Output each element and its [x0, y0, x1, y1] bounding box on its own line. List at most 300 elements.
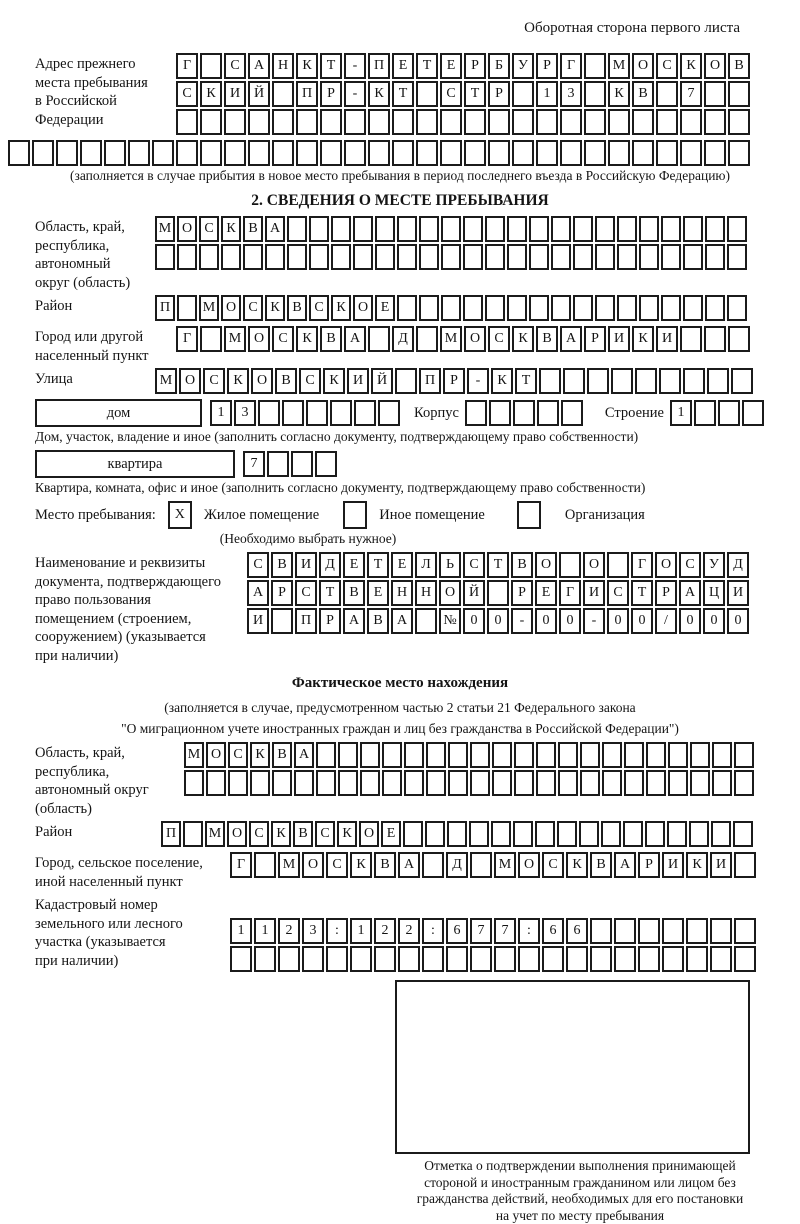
char-cell[interactable] — [733, 821, 753, 847]
char-cell[interactable]: 1 — [350, 918, 372, 944]
char-cell[interactable] — [464, 140, 486, 166]
char-cell[interactable] — [635, 368, 657, 394]
char-cell[interactable]: Т — [392, 81, 414, 107]
previous-address-row-4[interactable] — [8, 140, 792, 166]
char-cell[interactable] — [404, 742, 424, 768]
char-cell[interactable]: С — [315, 821, 335, 847]
cadastral-number-row-1[interactable] — [230, 918, 758, 944]
char-cell[interactable] — [80, 140, 102, 166]
char-cell[interactable] — [397, 244, 417, 270]
char-cell[interactable] — [463, 295, 483, 321]
char-cell[interactable] — [584, 53, 606, 79]
char-cell[interactable] — [272, 140, 294, 166]
char-cell[interactable]: О — [632, 53, 654, 79]
char-cell[interactable] — [623, 821, 643, 847]
char-cell[interactable] — [580, 770, 600, 796]
char-cell[interactable] — [656, 140, 678, 166]
char-cell[interactable]: 0 — [631, 608, 653, 634]
char-cell[interactable] — [463, 216, 483, 242]
char-cell[interactable]: Р — [443, 368, 465, 394]
other-premises-checkbox[interactable] — [343, 501, 367, 529]
char-cell[interactable] — [446, 946, 468, 972]
char-cell[interactable] — [639, 216, 659, 242]
char-cell[interactable] — [742, 400, 764, 426]
char-cell[interactable]: Т — [320, 53, 342, 79]
char-cell[interactable]: А — [560, 326, 582, 352]
char-cell[interactable] — [683, 295, 703, 321]
char-cell[interactable]: 7 — [680, 81, 702, 107]
char-cell[interactable] — [668, 770, 688, 796]
char-cell[interactable] — [551, 216, 571, 242]
char-cell[interactable]: К — [686, 852, 708, 878]
char-cell[interactable]: Ц — [703, 580, 725, 606]
char-cell[interactable] — [309, 244, 329, 270]
char-cell[interactable]: М — [184, 742, 204, 768]
char-cell[interactable]: В — [632, 81, 654, 107]
char-cell[interactable] — [661, 244, 681, 270]
district-row[interactable] — [155, 295, 749, 321]
char-cell[interactable] — [258, 400, 280, 426]
char-cell[interactable]: Д — [392, 326, 414, 352]
actual-region-row-2[interactable] — [184, 770, 756, 796]
char-cell[interactable]: А — [265, 216, 285, 242]
char-cell[interactable] — [584, 109, 606, 135]
char-cell[interactable] — [690, 742, 710, 768]
char-cell[interactable]: У — [703, 552, 725, 578]
char-cell[interactable] — [727, 244, 747, 270]
char-cell[interactable]: И — [583, 580, 605, 606]
char-cell[interactable]: П — [155, 295, 175, 321]
char-cell[interactable]: О — [248, 326, 270, 352]
char-cell[interactable]: 3 — [234, 400, 256, 426]
char-cell[interactable] — [590, 946, 612, 972]
char-cell[interactable]: : — [326, 918, 348, 944]
char-cell[interactable]: С — [249, 821, 269, 847]
char-cell[interactable] — [350, 946, 372, 972]
char-cell[interactable] — [368, 140, 390, 166]
char-cell[interactable] — [707, 368, 729, 394]
char-cell[interactable] — [470, 946, 492, 972]
char-cell[interactable]: Г — [560, 53, 582, 79]
char-cell[interactable]: Д — [446, 852, 468, 878]
char-cell[interactable] — [668, 742, 688, 768]
char-cell[interactable] — [200, 53, 222, 79]
char-cell[interactable] — [728, 109, 750, 135]
char-cell[interactable]: О — [206, 742, 226, 768]
char-cell[interactable] — [375, 216, 395, 242]
char-cell[interactable] — [617, 244, 637, 270]
residential-checkbox[interactable]: X — [168, 501, 192, 529]
char-cell[interactable]: С — [272, 326, 294, 352]
char-cell[interactable] — [316, 770, 336, 796]
char-cell[interactable] — [441, 244, 461, 270]
structure-cells[interactable] — [670, 400, 766, 426]
char-cell[interactable]: В — [243, 216, 263, 242]
char-cell[interactable]: Г — [176, 53, 198, 79]
char-cell[interactable]: 7 — [243, 451, 265, 477]
char-cell[interactable] — [542, 946, 564, 972]
char-cell[interactable] — [595, 216, 615, 242]
char-cell[interactable]: : — [422, 918, 444, 944]
char-cell[interactable] — [206, 770, 226, 796]
char-cell[interactable]: 7 — [494, 918, 516, 944]
char-cell[interactable]: С — [176, 81, 198, 107]
char-cell[interactable] — [440, 140, 462, 166]
char-cell[interactable] — [624, 742, 644, 768]
char-cell[interactable] — [536, 109, 558, 135]
char-cell[interactable] — [403, 821, 423, 847]
char-cell[interactable] — [397, 216, 417, 242]
char-cell[interactable]: Г — [176, 326, 198, 352]
char-cell[interactable] — [374, 946, 396, 972]
char-cell[interactable]: К — [271, 821, 291, 847]
char-cell[interactable] — [513, 821, 533, 847]
char-cell[interactable]: Т — [319, 580, 341, 606]
char-cell[interactable] — [489, 400, 511, 426]
char-cell[interactable] — [265, 244, 285, 270]
char-cell[interactable]: 0 — [487, 608, 509, 634]
char-cell[interactable]: С — [309, 295, 329, 321]
char-cell[interactable] — [360, 742, 380, 768]
char-cell[interactable] — [272, 770, 292, 796]
char-cell[interactable] — [639, 295, 659, 321]
char-cell[interactable]: С — [488, 326, 510, 352]
char-cell[interactable] — [494, 946, 516, 972]
char-cell[interactable] — [221, 244, 241, 270]
region-row-1[interactable] — [155, 216, 749, 242]
char-cell[interactable] — [558, 742, 578, 768]
char-cell[interactable] — [200, 326, 222, 352]
char-cell[interactable] — [645, 821, 665, 847]
char-cell[interactable] — [727, 295, 747, 321]
char-cell[interactable]: И — [347, 368, 369, 394]
char-cell[interactable]: 1 — [230, 918, 252, 944]
char-cell[interactable] — [536, 140, 558, 166]
char-cell[interactable]: М — [608, 53, 630, 79]
char-cell[interactable] — [573, 244, 593, 270]
char-cell[interactable] — [398, 946, 420, 972]
char-cell[interactable] — [330, 400, 352, 426]
char-cell[interactable]: Г — [559, 580, 581, 606]
char-cell[interactable]: М — [278, 852, 300, 878]
char-cell[interactable] — [338, 770, 358, 796]
char-cell[interactable]: А — [391, 608, 413, 634]
char-cell[interactable] — [584, 81, 606, 107]
region-row-2[interactable] — [155, 244, 749, 270]
char-cell[interactable] — [254, 852, 276, 878]
char-cell[interactable] — [680, 140, 702, 166]
char-cell[interactable] — [507, 216, 527, 242]
char-cell[interactable]: И — [656, 326, 678, 352]
char-cell[interactable] — [230, 946, 252, 972]
char-cell[interactable]: Р — [584, 326, 606, 352]
char-cell[interactable]: 0 — [559, 608, 581, 634]
char-cell[interactable]: В — [590, 852, 612, 878]
actual-city-row[interactable] — [230, 852, 758, 878]
char-cell[interactable] — [278, 946, 300, 972]
char-cell[interactable] — [662, 918, 684, 944]
char-cell[interactable] — [331, 216, 351, 242]
char-cell[interactable]: 0 — [463, 608, 485, 634]
char-cell[interactable] — [617, 216, 637, 242]
char-cell[interactable]: С — [199, 216, 219, 242]
char-cell[interactable] — [694, 400, 716, 426]
char-cell[interactable] — [661, 216, 681, 242]
char-cell[interactable] — [608, 140, 630, 166]
char-cell[interactable] — [557, 821, 577, 847]
char-cell[interactable] — [638, 946, 660, 972]
char-cell[interactable]: 0 — [703, 608, 725, 634]
char-cell[interactable]: П — [295, 608, 317, 634]
char-cell[interactable] — [287, 244, 307, 270]
char-cell[interactable]: С — [295, 580, 317, 606]
char-cell[interactable] — [551, 295, 571, 321]
char-cell[interactable]: А — [294, 742, 314, 768]
char-cell[interactable]: О — [655, 552, 677, 578]
char-cell[interactable]: 0 — [607, 608, 629, 634]
char-cell[interactable]: А — [398, 852, 420, 878]
char-cell[interactable] — [734, 918, 756, 944]
char-cell[interactable]: Р — [536, 53, 558, 79]
char-cell[interactable] — [447, 821, 467, 847]
char-cell[interactable] — [469, 821, 489, 847]
char-cell[interactable]: О — [227, 821, 247, 847]
char-cell[interactable] — [632, 109, 654, 135]
char-cell[interactable] — [731, 368, 753, 394]
char-cell[interactable]: Т — [416, 53, 438, 79]
char-cell[interactable]: В — [511, 552, 533, 578]
char-cell[interactable] — [176, 140, 198, 166]
char-cell[interactable]: К — [632, 326, 654, 352]
char-cell[interactable] — [422, 946, 444, 972]
char-cell[interactable] — [561, 400, 583, 426]
char-cell[interactable] — [382, 742, 402, 768]
char-cell[interactable] — [624, 770, 644, 796]
char-cell[interactable]: Е — [375, 295, 395, 321]
char-cell[interactable] — [294, 770, 314, 796]
char-cell[interactable] — [728, 140, 750, 166]
char-cell[interactable]: Н — [415, 580, 437, 606]
char-cell[interactable]: О — [177, 216, 197, 242]
char-cell[interactable] — [416, 326, 438, 352]
char-cell[interactable] — [306, 400, 328, 426]
previous-address-row-1[interactable] — [176, 53, 752, 79]
char-cell[interactable] — [514, 770, 534, 796]
char-cell[interactable]: В — [367, 608, 389, 634]
char-cell[interactable]: Р — [638, 852, 660, 878]
char-cell[interactable] — [485, 295, 505, 321]
organization-checkbox[interactable] — [517, 501, 541, 529]
char-cell[interactable]: Д — [319, 552, 341, 578]
char-cell[interactable] — [529, 295, 549, 321]
char-cell[interactable] — [573, 295, 593, 321]
char-cell[interactable] — [254, 946, 276, 972]
char-cell[interactable]: В — [275, 368, 297, 394]
char-cell[interactable]: Г — [631, 552, 653, 578]
previous-address-row-2[interactable] — [176, 81, 752, 107]
char-cell[interactable]: 1 — [536, 81, 558, 107]
char-cell[interactable] — [563, 368, 585, 394]
char-cell[interactable]: Т — [487, 552, 509, 578]
char-cell[interactable] — [734, 852, 756, 878]
char-cell[interactable] — [296, 109, 318, 135]
char-cell[interactable] — [199, 244, 219, 270]
char-cell[interactable] — [177, 244, 197, 270]
char-cell[interactable] — [611, 368, 633, 394]
char-cell[interactable] — [243, 244, 263, 270]
char-cell[interactable] — [536, 770, 556, 796]
char-cell[interactable] — [734, 770, 754, 796]
char-cell[interactable]: С — [542, 852, 564, 878]
char-cell[interactable] — [590, 918, 612, 944]
char-cell[interactable] — [595, 244, 615, 270]
char-cell[interactable]: М — [494, 852, 516, 878]
char-cell[interactable] — [56, 140, 78, 166]
char-cell[interactable]: А — [247, 580, 269, 606]
char-cell[interactable] — [464, 109, 486, 135]
char-cell[interactable] — [656, 109, 678, 135]
char-cell[interactable]: С — [326, 852, 348, 878]
char-cell[interactable]: С — [679, 552, 701, 578]
char-cell[interactable]: / — [655, 608, 677, 634]
char-cell[interactable] — [448, 770, 468, 796]
char-cell[interactable] — [326, 946, 348, 972]
char-cell[interactable] — [558, 770, 578, 796]
char-cell[interactable]: П — [419, 368, 441, 394]
char-cell[interactable]: И — [662, 852, 684, 878]
char-cell[interactable] — [360, 770, 380, 796]
char-cell[interactable] — [296, 140, 318, 166]
char-cell[interactable] — [602, 770, 622, 796]
char-cell[interactable] — [712, 742, 732, 768]
char-cell[interactable] — [704, 140, 726, 166]
char-cell[interactable]: К — [265, 295, 285, 321]
char-cell[interactable]: Е — [535, 580, 557, 606]
char-cell[interactable] — [614, 946, 636, 972]
char-cell[interactable] — [487, 580, 509, 606]
char-cell[interactable]: 1 — [670, 400, 692, 426]
char-cell[interactable]: Н — [272, 53, 294, 79]
char-cell[interactable] — [683, 244, 703, 270]
char-cell[interactable]: В — [320, 326, 342, 352]
char-cell[interactable] — [579, 821, 599, 847]
char-cell[interactable] — [560, 140, 582, 166]
char-cell[interactable]: К — [512, 326, 534, 352]
char-cell[interactable] — [272, 109, 294, 135]
char-cell[interactable] — [441, 295, 461, 321]
ownership-document-row-1[interactable] — [247, 552, 751, 578]
char-cell[interactable] — [512, 81, 534, 107]
char-cell[interactable] — [683, 216, 703, 242]
char-cell[interactable]: А — [248, 53, 270, 79]
char-cell[interactable] — [704, 326, 726, 352]
char-cell[interactable]: А — [614, 852, 636, 878]
char-cell[interactable]: М — [155, 368, 177, 394]
char-cell[interactable]: М — [224, 326, 246, 352]
char-cell[interactable] — [608, 109, 630, 135]
char-cell[interactable] — [512, 109, 534, 135]
char-cell[interactable] — [602, 742, 622, 768]
char-cell[interactable] — [104, 140, 126, 166]
char-cell[interactable] — [566, 946, 588, 972]
char-cell[interactable] — [177, 295, 197, 321]
char-cell[interactable]: Й — [463, 580, 485, 606]
char-cell[interactable] — [514, 742, 534, 768]
char-cell[interactable]: Л — [415, 552, 437, 578]
char-cell[interactable]: К — [331, 295, 351, 321]
char-cell[interactable]: 0 — [535, 608, 557, 634]
char-cell[interactable] — [492, 770, 512, 796]
char-cell[interactable]: О — [535, 552, 557, 578]
char-cell[interactable]: Ь — [439, 552, 461, 578]
char-cell[interactable] — [441, 216, 461, 242]
char-cell[interactable] — [331, 244, 351, 270]
char-cell[interactable]: Е — [440, 53, 462, 79]
char-cell[interactable] — [425, 821, 445, 847]
char-cell[interactable] — [368, 326, 390, 352]
char-cell[interactable]: О — [221, 295, 241, 321]
char-cell[interactable]: Е — [343, 552, 365, 578]
char-cell[interactable] — [518, 946, 540, 972]
char-cell[interactable]: И — [710, 852, 732, 878]
char-cell[interactable]: 3 — [302, 918, 324, 944]
char-cell[interactable] — [704, 81, 726, 107]
char-cell[interactable]: С — [440, 81, 462, 107]
char-cell[interactable] — [282, 400, 304, 426]
char-cell[interactable] — [224, 109, 246, 135]
char-cell[interactable]: 2 — [278, 918, 300, 944]
char-cell[interactable] — [470, 742, 490, 768]
char-cell[interactable] — [354, 400, 376, 426]
char-cell[interactable]: 0 — [727, 608, 749, 634]
char-cell[interactable] — [200, 140, 222, 166]
char-cell[interactable] — [155, 244, 175, 270]
char-cell[interactable]: 1 — [254, 918, 276, 944]
char-cell[interactable] — [507, 244, 527, 270]
char-cell[interactable]: К — [680, 53, 702, 79]
char-cell[interactable]: К — [227, 368, 249, 394]
char-cell[interactable] — [512, 140, 534, 166]
char-cell[interactable]: Р — [271, 580, 293, 606]
char-cell[interactable] — [397, 295, 417, 321]
char-cell[interactable]: С — [243, 295, 263, 321]
char-cell[interactable] — [272, 81, 294, 107]
char-cell[interactable]: Е — [392, 53, 414, 79]
char-cell[interactable]: С — [656, 53, 678, 79]
char-cell[interactable]: Р — [655, 580, 677, 606]
char-cell[interactable]: - — [511, 608, 533, 634]
char-cell[interactable] — [513, 400, 535, 426]
char-cell[interactable] — [639, 244, 659, 270]
char-cell[interactable]: Р — [488, 81, 510, 107]
char-cell[interactable] — [587, 368, 609, 394]
char-cell[interactable] — [529, 216, 549, 242]
char-cell[interactable]: В — [287, 295, 307, 321]
char-cell[interactable]: В — [293, 821, 313, 847]
char-cell[interactable] — [448, 742, 468, 768]
char-cell[interactable] — [485, 216, 505, 242]
char-cell[interactable] — [382, 770, 402, 796]
char-cell[interactable] — [617, 295, 637, 321]
city-row[interactable] — [176, 326, 752, 352]
house-number-cells[interactable] — [210, 400, 402, 426]
ownership-document-row-2[interactable] — [247, 580, 751, 606]
char-cell[interactable] — [632, 140, 654, 166]
char-cell[interactable] — [378, 400, 400, 426]
char-cell[interactable] — [551, 244, 571, 270]
char-cell[interactable]: 2 — [374, 918, 396, 944]
char-cell[interactable]: № — [439, 608, 461, 634]
